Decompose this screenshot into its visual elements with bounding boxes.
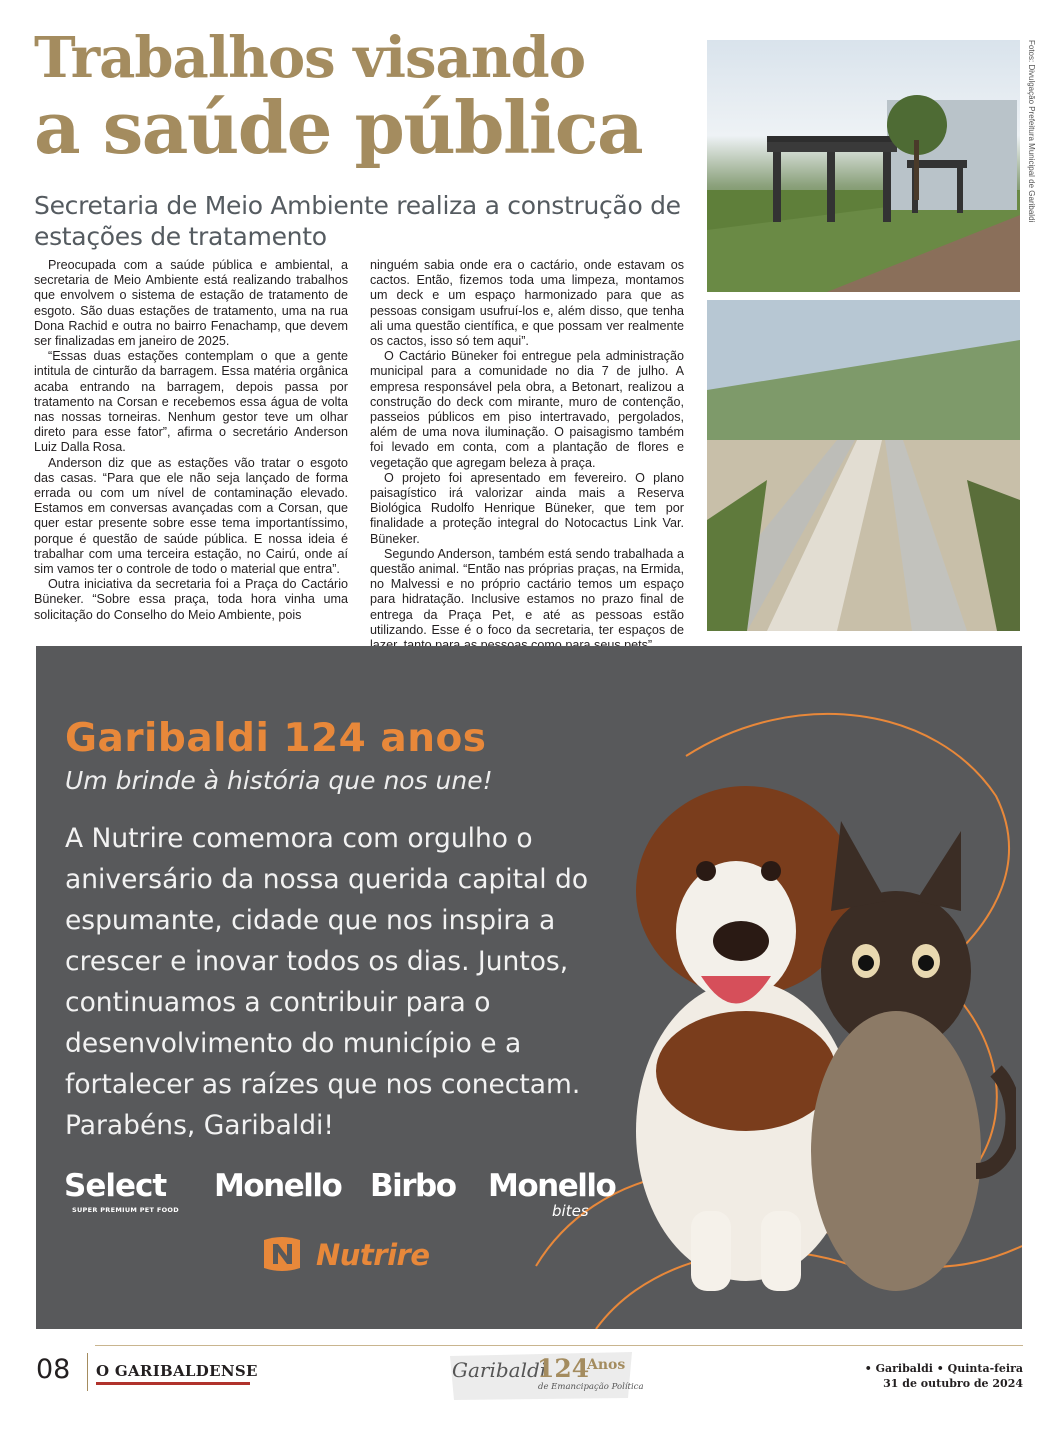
nutrire-advertisement xyxy=(36,646,1022,1329)
brand-birbo-logo: Birbo xyxy=(370,1168,456,1204)
brand-select-logo: Select xyxy=(64,1168,167,1204)
photo-credit: Fotos: Divulgação Prefeitura Municipal de Garibaldi xyxy=(1027,40,1036,223)
ad-body-text: A Nutrire comemora com orgulho o aniversário da nossa querida capital do espumante, cidade que nos inspira a crescer e inovar todos os dias. Juntos, continuamos a contribuir para o desenvolvimento do município e a fortalecer as raízes que nos conectam. Parabéns, Garibaldi! xyxy=(65,823,589,1141)
subheadline: Secretaria de Meio Ambiente realiza a construção de estações de tratamento xyxy=(34,191,681,251)
brand-select-tagline: SUPER PREMIUM PET FOOD xyxy=(72,1206,179,1214)
dog-and-cat-image xyxy=(596,741,1016,1301)
photo-pergola-square xyxy=(707,40,1020,292)
newspaper-name: O GARIBALDENSE xyxy=(96,1362,258,1380)
paragraph: Preocupada com a saúde pública e ambiental, a secretaria de Meio Ambiente está realizando trabalhos que envolvem o sistema de estação de tratamento de esgoto. São duas estações de tratamento, uma na rua Dona Rachid e outra no bairro Fenachamp, que devem ser finalizadas em janeiro de 2025. xyxy=(34,258,348,349)
anniversary-anos: Anos xyxy=(587,1357,626,1373)
paragraph: “Essas duas estações contemplam o que a gente intitula de cinturão da barragem. Essa matéria orgânica acaba entrando na barragem, depois passa por tratamento na Corsan e recebemos essa água de volta nas nossas torneiras. Nenhum gestor teve um olhar direto para esse fator”, afirma o secretário Anderson Luiz Dalla Rosa. xyxy=(34,349,348,455)
anniversary-number: 124 xyxy=(537,1354,590,1383)
footer-date: 31 de outubro de 2024 xyxy=(883,1377,1023,1390)
photo-construction-pipes xyxy=(707,300,1020,631)
page-number: 08 xyxy=(36,1354,71,1385)
paragraph: ninguém sabia onde era o cactário, onde estavam os cactos. Então, fizemos toda uma limpeza, montamos um deck e um espaço harmonizado para que as pessoas consigam usufruí-los e, além disso, que tenha ali uma questão científica, e que possam ver realmente os cactos, isso só tem aqui”. xyxy=(370,258,684,349)
brand-monello-bites-logo: Monello xyxy=(488,1168,616,1204)
paragraph: Segundo Anderson, também está sendo trabalhada a questão animal. “Então nas próprias praças, na Ermida, no Malvessi e no próprio cactário temos um espaço para hidratação. Inclusive estamos no prazo final de entrega da Praça Pet, e até as pessoas estão utilizando. Esse é o foco da secretaria, ter espaços de xyxy=(370,546,684,637)
ad-subtitle: Um brinde à história que nos une! xyxy=(65,766,493,795)
paragraph: Anderson diz que as estações vão tratar o esgoto das casas. “Para que ele não seja lançado de forma errada ou com um nível de contaminação elevado. Estamos em conversas avançadas com a Corsan, que quer estar presente sobre esse tema importantíssimo, porque é questão de saúde pública. E nossa ideia é trabalhar com uma terceira estação, no Cairú, onde aí sim vamos ter o controle de todo o material que entra”. xyxy=(34,455,348,577)
headline-line-1: Trabalhos visando xyxy=(34,25,586,91)
brand-bites-label: bites xyxy=(552,1202,589,1220)
headline xyxy=(34,25,694,170)
newspaper-name-underline xyxy=(96,1382,250,1385)
paragraph: Outra iniciativa da secretaria foi a Praça do Cactário Büneker. “Sobre essa praça, toda hora vinha uma solicitação do Conselho do Meio Ambiente, pois xyxy=(34,577,348,622)
footer-separator xyxy=(87,1353,88,1391)
brand-monello-logo: Monello xyxy=(214,1168,342,1204)
paragraph: O projeto foi apresentado em fevereiro. O plano paisagístico irá valorizar ainda mais a Reserva Biológica Rudolfo Henrique Büneker, que tem por finalidade a proteção integral do Notocactus Link Var. Büneker. xyxy=(370,470,684,546)
pergola-illustration xyxy=(707,40,1020,292)
pipes-illustration xyxy=(707,300,1020,631)
article-column-1 xyxy=(34,258,348,623)
footer-city-weekday: • Garibaldi • Quinta-feira xyxy=(864,1362,1023,1375)
paragraph: O Cactário Büneker foi entregue pela administração municipal para a comunidade no dia 7 de julho. A empresa responsável pela obra, a Betonart, realizou a construção do deck com mirante, muro de contenção, passeios públicos em piso intertravado, pergolados, além de uma nova iluminação. O paisagismo também foi levado em conta, com a plantação de flores e vegetação que agregam beleza à praça. xyxy=(370,349,684,470)
brand-nutrire-logo: Nutrire xyxy=(316,1238,430,1272)
footer-rule xyxy=(95,1345,1023,1346)
headline-line-2: a saúde pública xyxy=(34,85,643,170)
article-column-2 xyxy=(370,258,684,653)
ad-title: Garibaldi 124 anos xyxy=(65,716,487,761)
anniversary-garibaldi: Garibaldi xyxy=(452,1358,547,1382)
nutrire-n-icon xyxy=(260,1232,304,1276)
anniversary-tagline: de Emancipação Política xyxy=(538,1382,644,1392)
